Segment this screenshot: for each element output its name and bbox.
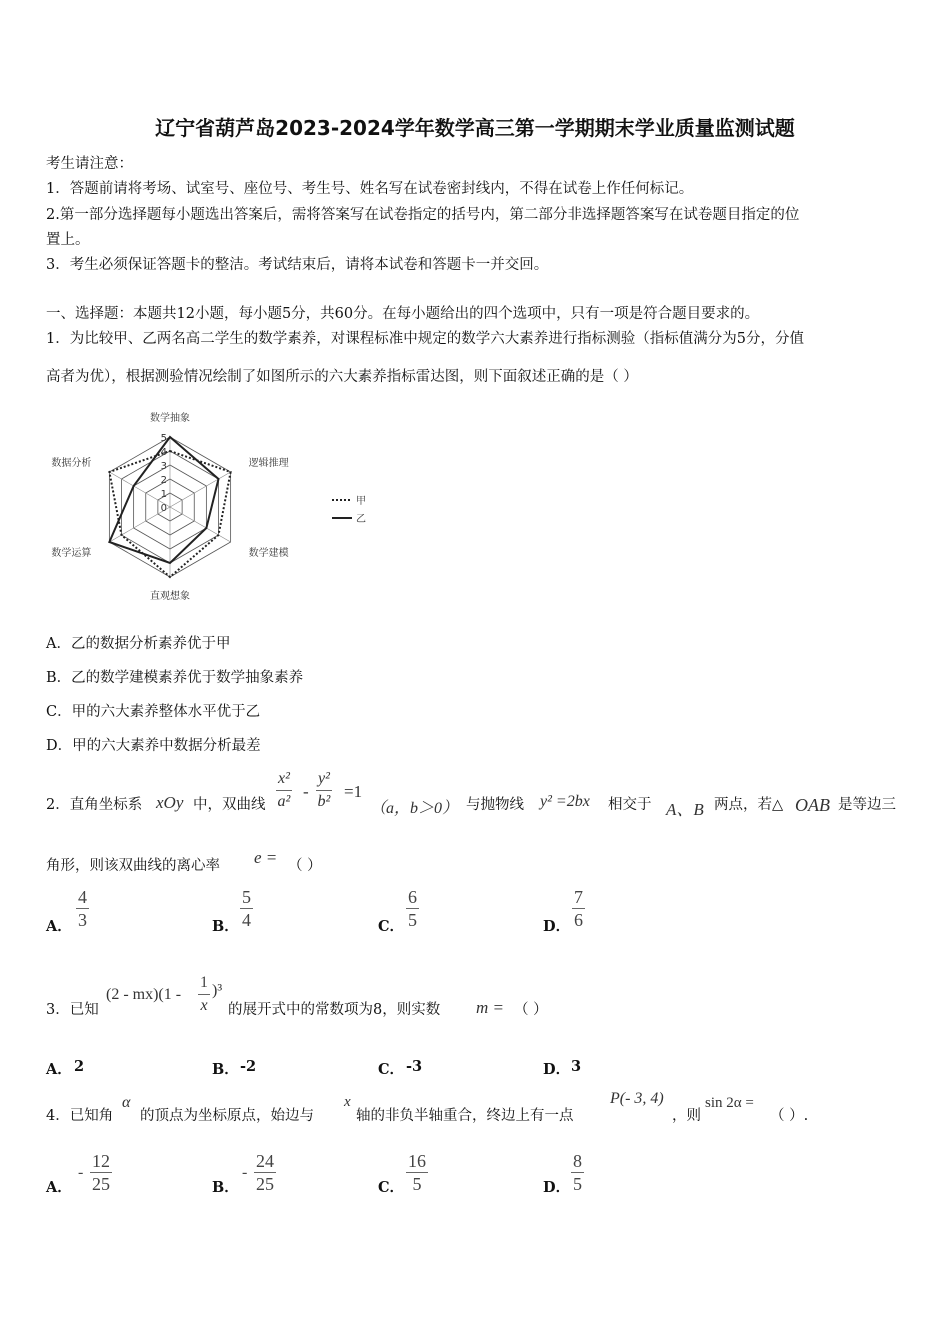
q2-option-b-label[interactable]: B． [212, 918, 239, 935]
q2-cond: （a，b＞0） [370, 800, 459, 817]
q4-point: P(- 3, 4) [610, 1090, 664, 1107]
q2-ab: A、B [666, 800, 704, 819]
q3-option-c-value: -3 [406, 1058, 423, 1075]
q1-option-b[interactable]: B．乙的数学建模素养优于数学抽象素养 [46, 670, 304, 686]
q3-expr-b: )³ [212, 982, 223, 999]
q2-option-a-frac: $\frac{4}{3}$ [78, 887, 87, 930]
q2-text: 与抛物线 [466, 797, 524, 813]
q2-option-d-label[interactable]: D． [543, 918, 571, 935]
q3-text: 的展开式中的常数项为8，则实数 [228, 1002, 441, 1018]
tick-label: 3 [160, 461, 167, 472]
axis-label-logic: 逻辑推理 [248, 458, 289, 469]
section-heading: 一、选择题：本题共12小题，每小题5分，共60分。在每小题给出的四个选项中，只有一项是符合题目要求的。 [46, 306, 760, 322]
q3-option-a-value: 2 [74, 1058, 85, 1075]
q4-option-a-sign: - [78, 1164, 84, 1181]
q4-option-a-frac: $\frac{12}{25}$ [92, 1151, 110, 1194]
q2-text: 中，双曲线 [193, 797, 266, 813]
q2-text: 是等边三 [838, 797, 896, 813]
axis-label-intuition: 直观想象 [150, 591, 190, 602]
q4-sin: sin 2α = [705, 1095, 754, 1111]
q3-frac: $\frac{1}{x}$ [200, 974, 208, 1014]
q3-option-d-label[interactable]: D． [543, 1061, 571, 1078]
q2-option-c-label[interactable]: C． [378, 918, 405, 935]
q1-option-d[interactable]: D．甲的六大素养中数据分析最差 [46, 738, 261, 754]
question-3-prefix: 3．已知 [46, 1002, 99, 1018]
q3-option-b-label[interactable]: B． [212, 1061, 239, 1078]
q2-minus: - [303, 782, 309, 801]
q3-expr-a: (2 - mx)(1 - [106, 986, 182, 1003]
axis-label-abstract: 数学抽象 [150, 413, 190, 424]
legend-label-yi: 乙 [356, 514, 366, 525]
tick-label: 5 [160, 433, 167, 444]
q2-e: e = [254, 848, 278, 867]
q2-tail: （ ） [288, 858, 322, 874]
q4-option-c-label[interactable]: C． [378, 1179, 405, 1196]
q2-xoy: xOy [156, 793, 184, 812]
q4-x: x [344, 1094, 351, 1110]
tick-label: 0 [160, 503, 167, 514]
q4-option-b-sign: - [242, 1164, 248, 1181]
radar-chart [46, 400, 386, 610]
q4-text: ，则 [672, 1108, 701, 1124]
page-title: 辽宁省葫芦岛2023-2024学年数学高三第一学期期末学业质量监测试题 [155, 116, 795, 140]
axis-label-data-analysis: 数据分析 [51, 458, 92, 469]
question-1-stem: 1．为比较甲、乙两名高二学生的数学素养，对课程标准中规定的数学六大素养进行指标测验（指标值满分为5分，分值 [46, 331, 804, 347]
notice-item: 置上。 [46, 232, 90, 248]
q4-tail: （ ）. [770, 1108, 809, 1124]
tick-label: 4 [160, 447, 167, 458]
question-4-prefix: 4．已知角 [46, 1108, 114, 1124]
q3-m: m = [476, 998, 504, 1017]
legend-label-jia: 甲 [356, 496, 366, 507]
q4-alpha: α [122, 1094, 131, 1111]
q2-oab: OAB [795, 795, 830, 815]
question-2-cont: 角形，则该双曲线的离心率 [46, 858, 220, 874]
q2-parabola: y² =2bx [540, 793, 590, 810]
q4-option-b-frac: $\frac{24}{25}$ [256, 1151, 274, 1194]
q2-frac-y: $\frac{\text{y²}}{\text{b²}}$ [317, 770, 331, 810]
q2-text: 相交于 [608, 797, 652, 813]
tick-label: 1 [160, 489, 167, 500]
radar-spoke [170, 472, 231, 507]
notice-heading: 考生请注意： [46, 156, 133, 172]
q4-option-a-label[interactable]: A． [46, 1179, 72, 1196]
q1-option-c[interactable]: C．甲的六大素养整体水平优于乙 [46, 704, 261, 720]
q4-text: 轴的非负半轴重合，终边上有一点 [356, 1108, 574, 1124]
question-2-prefix: 2．直角坐标系 [46, 797, 143, 813]
q2-frac-x: $\frac{\text{x²}}{\text{a²}}$ [277, 770, 291, 810]
question-1-stem-cont: 高者为优），根据测验情况绘制了如图所示的六大素养指标雷达图，则下面叙述正确的是（ ） [46, 369, 638, 385]
q3-tail: （ ） [514, 1002, 548, 1018]
q1-option-a[interactable]: A．乙的数据分析素养优于甲 [46, 636, 231, 652]
axis-label-modeling: 数学建模 [248, 548, 289, 559]
notice-item: 3．考生必须保证答题卡的整洁。考试结束后，请将本试卷和答题卡一并交回。 [46, 257, 549, 273]
q3-option-c-label[interactable]: C． [378, 1061, 405, 1078]
q4-option-d-label[interactable]: D． [543, 1179, 571, 1196]
q4-text: 的顶点为坐标原点，始边与 [140, 1108, 314, 1124]
q3-option-d-value: 3 [571, 1058, 582, 1075]
q2-option-a-label[interactable]: A． [46, 918, 72, 935]
q4-option-c-frac: $\frac{16}{5}$ [408, 1151, 426, 1194]
notice-item: 1．答题前请将考场、试室号、座位号、考生号、姓名写在试卷密封线内，不得在试卷上作任何标记。 [46, 181, 694, 197]
q2-eq: =1 [344, 782, 363, 801]
tick-label: 2 [160, 475, 167, 486]
q4-option-b-label[interactable]: B． [212, 1179, 239, 1196]
q3-option-b-value: -2 [240, 1058, 257, 1075]
q2-text: 两点，若△ [714, 797, 784, 813]
q2-option-d-frac: $\frac{7}{6}$ [574, 887, 583, 930]
notice-item: 2.第一部分选择题每小题选出答案后，需将答案写在试卷指定的括号内，第二部分非选择题答案写在试卷题目指定的位 [46, 207, 800, 223]
axis-label-computation: 数学运算 [51, 548, 92, 559]
q3-option-a-label[interactable]: A． [46, 1061, 72, 1078]
q4-option-d-frac: $\frac{8}{5}$ [573, 1151, 582, 1194]
q2-option-c-frac: $\frac{6}{5}$ [408, 887, 417, 930]
q2-option-b-frac: $\frac{5}{4}$ [242, 887, 251, 930]
